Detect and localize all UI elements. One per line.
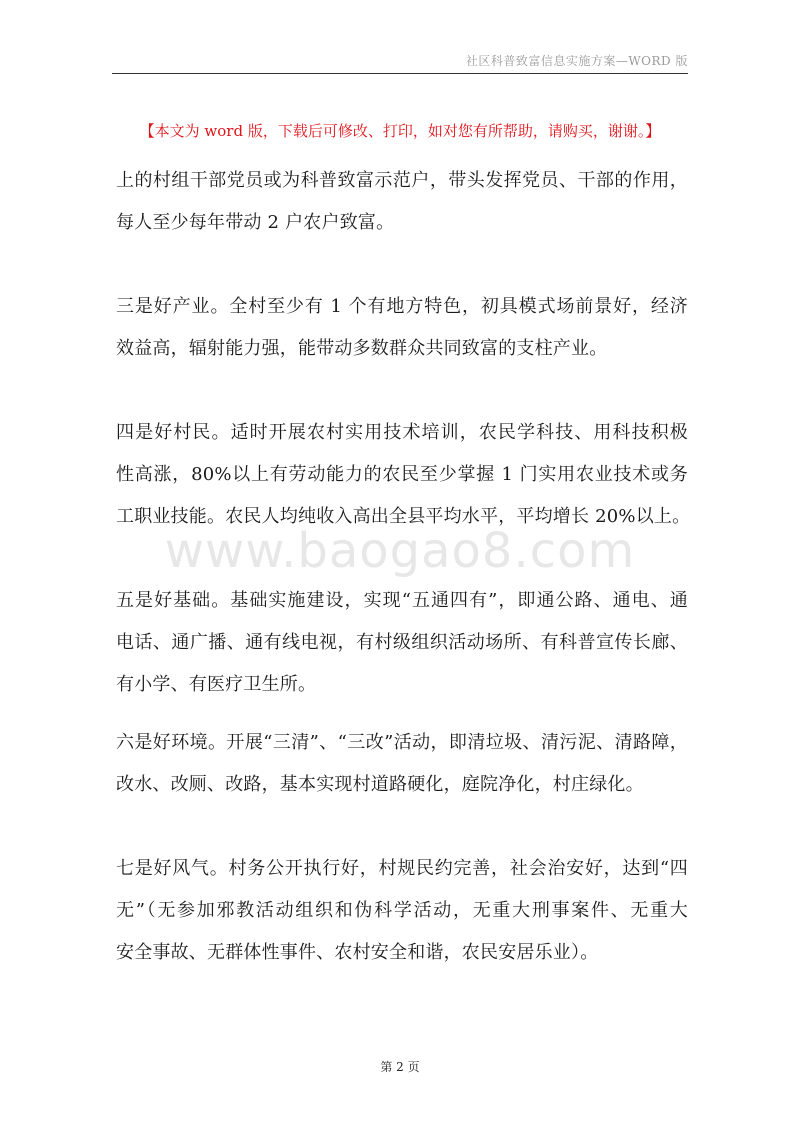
page-number: 第 2 页: [380, 1060, 420, 1074]
paragraph-good-villagers: [116, 412, 691, 538]
text-line: 七是好风气。村务公开执行好，村规民约完善，社会治安好，达到“四: [116, 858, 688, 879]
text-line: 性高涨，80%以上有劳动能力的农民至少掌握 1 门实用农业技术或务: [116, 464, 688, 485]
document-header-title: 社区科普致富信息实施方案—WORD 版: [465, 54, 688, 68]
text-line: 五是好基础。基础实施建设，实现“五通四有”，即通公路、通电、通: [116, 590, 688, 611]
watermark: www.baogao8.com: [164, 523, 636, 579]
text-line: 效益高，辐射能力强，能带动多数群众共同致富的支柱产业。: [116, 338, 608, 359]
text-line: 三是好产业。全村至少有 1 个有地方特色，初具模式场前景好，经济: [116, 296, 688, 317]
text-line: 电话、通广播、通有线电视，有村级组织活动场所、有科普宣传长廊、: [116, 632, 688, 653]
header-divider: [112, 73, 688, 74]
paragraph-good-environment: [116, 722, 688, 806]
paragraph-good-infrastructure: [116, 580, 688, 706]
text-line: 每人至少每年带动 2 户农户致富。: [116, 212, 395, 233]
text-line: 六是好环境。开展“三清”、“三改”活动，即清垃圾、清污泥、清路障，: [116, 732, 688, 753]
paragraph-good-ethos: [116, 848, 688, 974]
text-line: 安全事故、无群体性事件、农村安全和谐，农民安居乐业）。: [116, 942, 599, 963]
text-line: 上的村组干部党员或为科普致富示范户，带头发挥党员、干部的作用，: [116, 170, 688, 191]
text-line: 工职业技能。农民人均纯收入高出全县平均水平，平均增长 20%以上。: [116, 506, 691, 527]
paragraph-village-cadres: [116, 160, 688, 244]
text-line: 改水、改厕、改路，基本实现村道路硬化，庭院净化，村庄绿化。: [116, 774, 644, 795]
text-line: 无”（无参加邪教活动组织和伪科学活动，无重大刑事案件、无重大: [116, 900, 688, 921]
paragraph-good-industry: [116, 286, 688, 370]
text-line: 有小学、有医疗卫生所。: [116, 674, 317, 695]
download-notice: 【本文为 word 版，下载后可修改、打印，如对您有所帮助，请购买，谢谢。】: [139, 122, 661, 140]
text-line: 四是好村民。适时开展农村实用技术培训，农民学科技、用科技积极: [116, 422, 688, 443]
